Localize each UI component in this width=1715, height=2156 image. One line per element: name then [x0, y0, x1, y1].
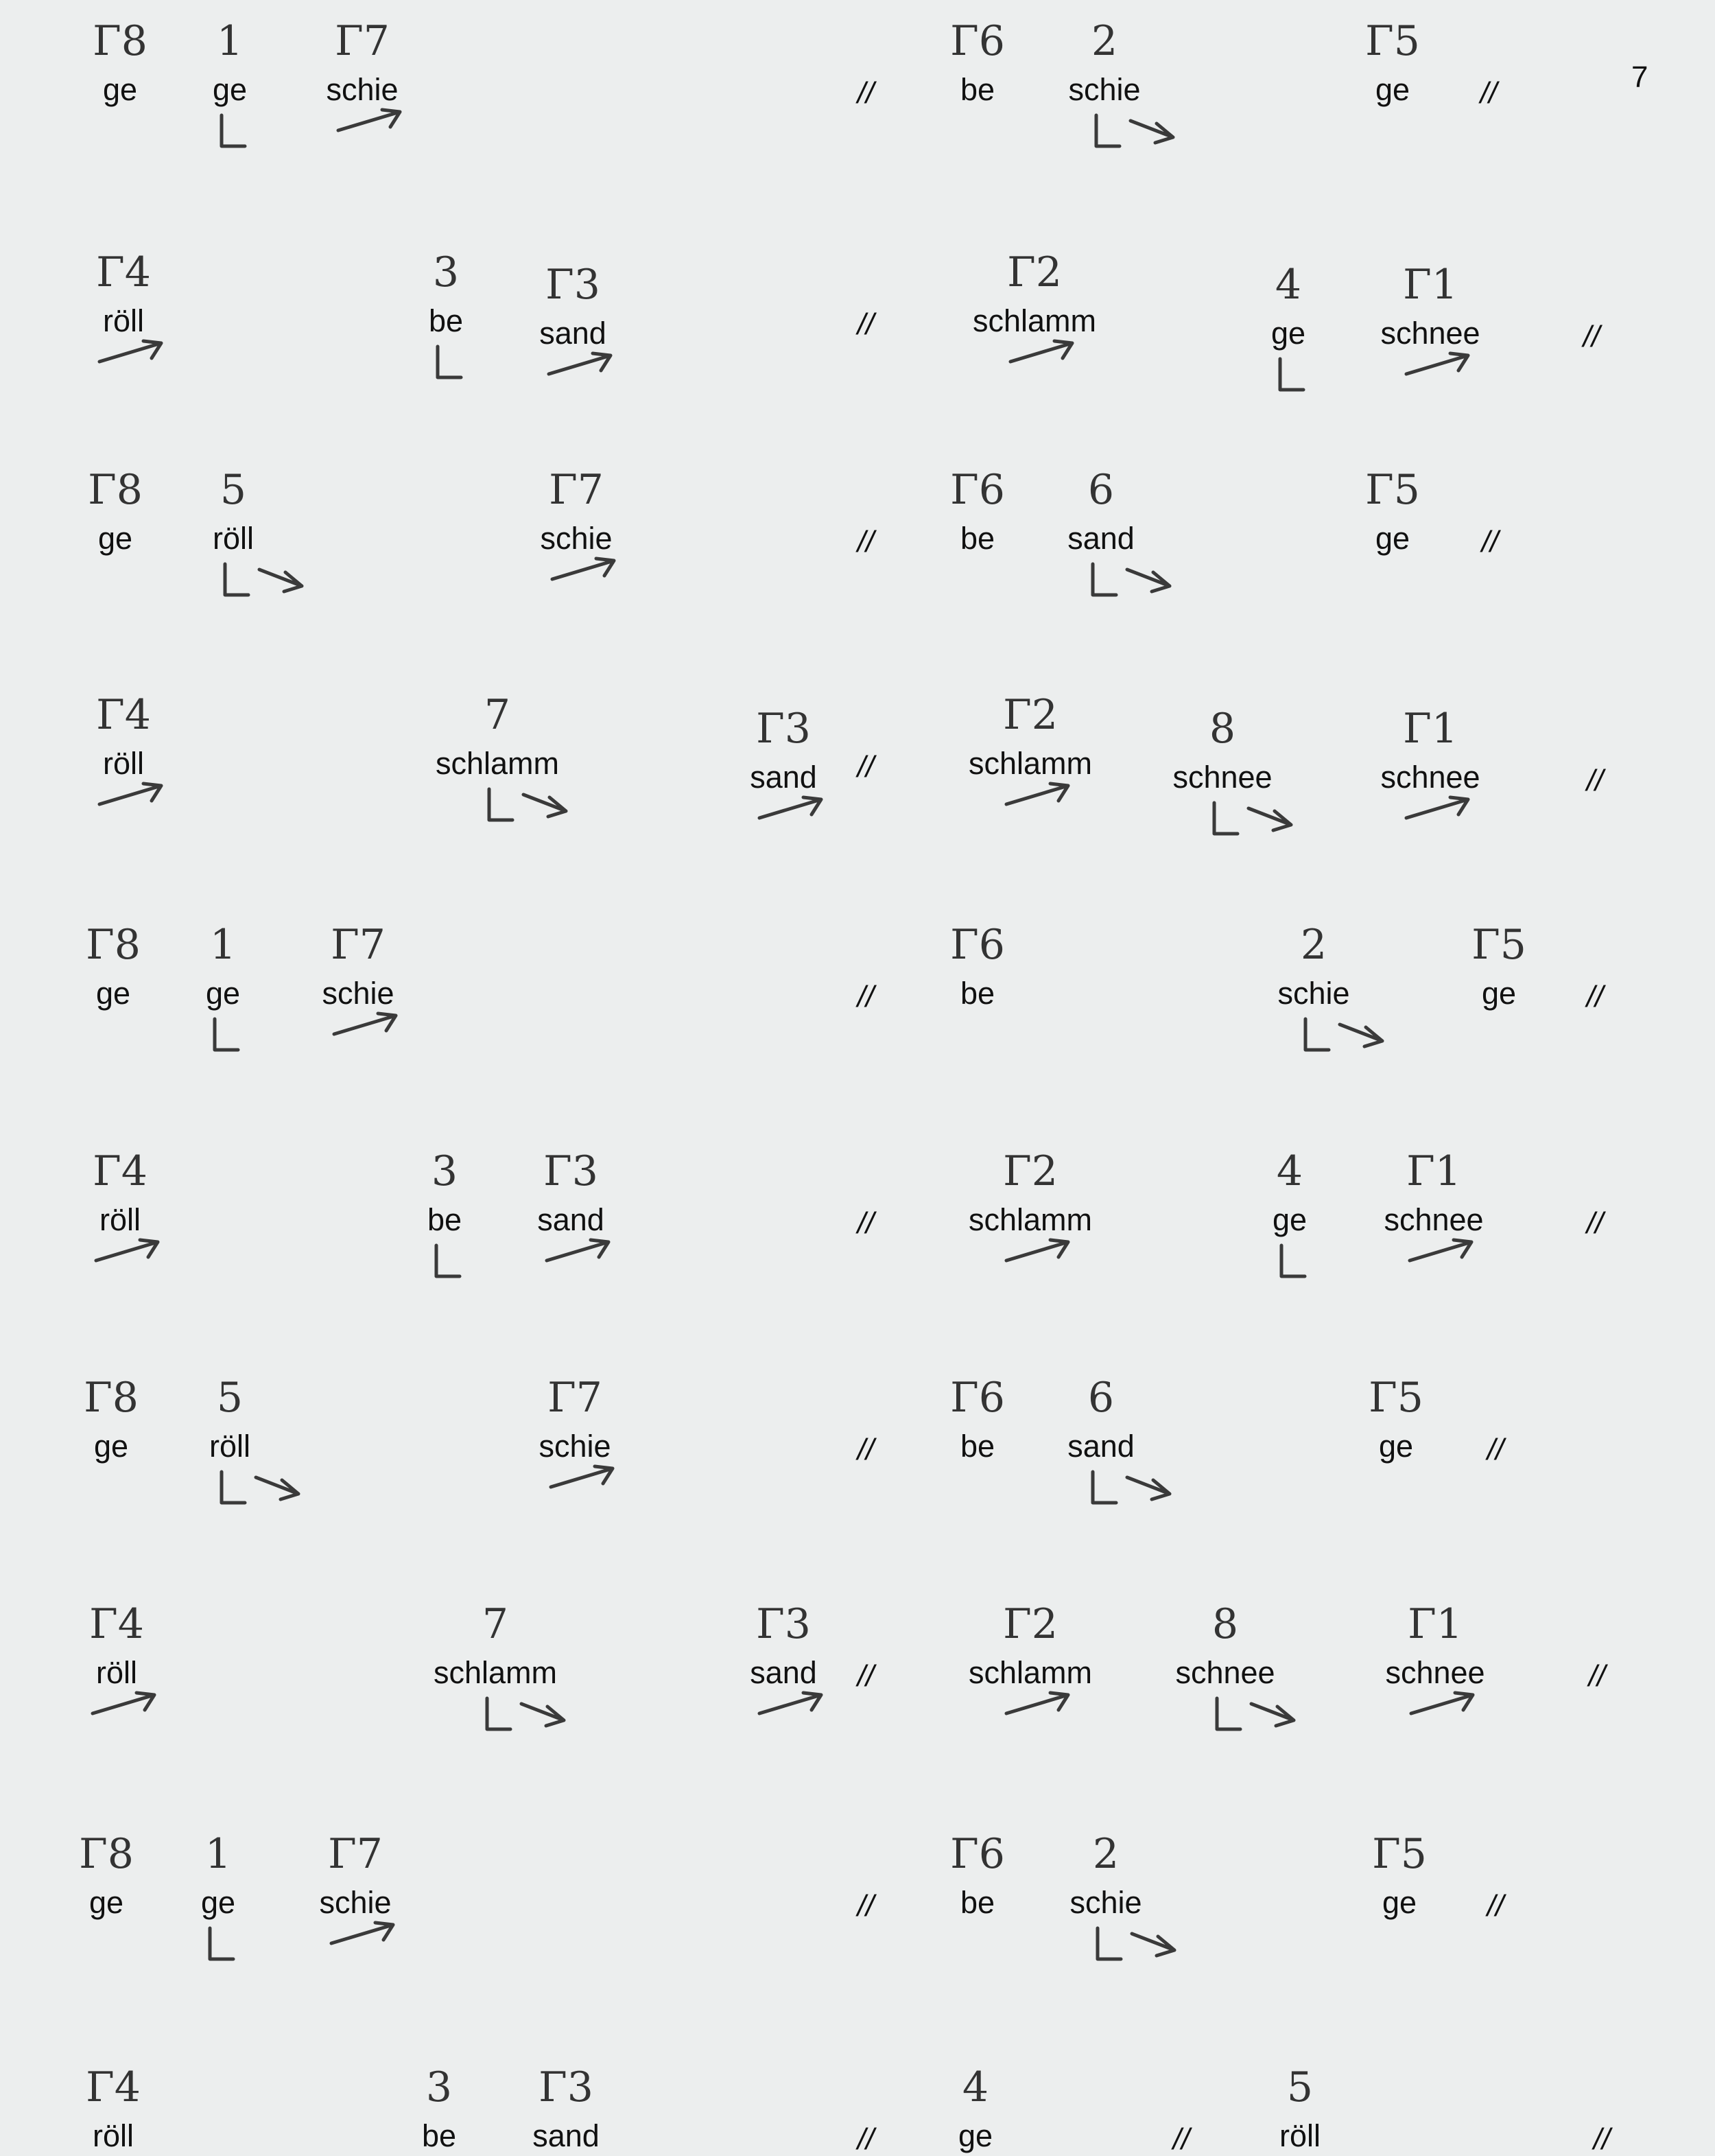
row-separator: // — [857, 1206, 875, 1240]
row-separator: // — [1593, 2122, 1611, 2156]
position-mark: 4 — [1275, 261, 1302, 309]
syllable: ge — [1378, 1429, 1414, 1464]
head-mark: Γ6 — [950, 1830, 1005, 1878]
row-separator: // — [1586, 980, 1604, 1013]
syllable: be — [960, 521, 995, 556]
row-separator: // — [1487, 1433, 1504, 1466]
head-mark: Γ5 — [1372, 1830, 1427, 1878]
row-separator: // — [1172, 2122, 1190, 2156]
head-mark: Γ6 — [950, 1374, 1005, 1422]
row-separator: // — [857, 76, 875, 110]
head-mark: Γ5 — [1365, 17, 1420, 65]
syllable: sand — [1067, 1429, 1135, 1464]
syllable: schlamm — [435, 746, 560, 781]
syllable: schie — [1277, 976, 1350, 1011]
syllable: schie — [1069, 1885, 1142, 1920]
syllable: röll — [102, 746, 145, 781]
row-separator: // — [857, 2122, 875, 2156]
syllable: schnee — [1380, 316, 1480, 351]
position-mark: 1 — [216, 17, 244, 65]
syllable: schnee — [1384, 1202, 1484, 1237]
head-mark: Γ1 — [1406, 1147, 1461, 1195]
syllable: schlamm — [968, 1655, 1093, 1690]
position-mark: 1 — [209, 921, 237, 969]
position-mark: 5 — [216, 1374, 244, 1422]
head-mark: Γ4 — [86, 2063, 141, 2111]
syllable: sand — [539, 316, 606, 351]
syllable: schnee — [1172, 760, 1273, 795]
head-mark: Γ7 — [549, 466, 604, 514]
syllable: ge — [200, 1885, 236, 1920]
row-separator: // — [1481, 525, 1499, 559]
syllable: be — [960, 1885, 995, 1920]
position-mark: 1 — [204, 1830, 232, 1878]
syllable: ge — [1375, 72, 1410, 107]
syllable: sand — [750, 760, 817, 795]
row-separator: // — [857, 980, 875, 1013]
syllable: schie — [539, 1429, 611, 1464]
syllable: sand — [537, 1202, 604, 1237]
syllable: röll — [92, 2118, 134, 2153]
syllable: schie — [1068, 72, 1141, 107]
syllable: schnee — [1385, 1655, 1485, 1690]
head-mark: Γ4 — [89, 1600, 144, 1648]
position-mark: 2 — [1092, 1830, 1120, 1878]
head-mark: Γ3 — [543, 1147, 598, 1195]
head-mark: Γ4 — [96, 248, 151, 296]
position-mark: 2 — [1300, 921, 1327, 969]
head-mark: Γ6 — [950, 17, 1005, 65]
position-mark: 4 — [1276, 1147, 1303, 1195]
syllable: röll — [102, 303, 145, 338]
head-mark: Γ5 — [1369, 1374, 1423, 1422]
row-separator: // — [1586, 1206, 1604, 1240]
syllable: schie — [319, 1885, 392, 1920]
head-mark: Γ2 — [1003, 1600, 1058, 1648]
head-mark: Γ3 — [545, 261, 600, 309]
head-mark: Γ8 — [88, 466, 143, 514]
head-mark: Γ4 — [96, 691, 151, 739]
syllable: ge — [88, 1885, 124, 1920]
row-separator: // — [1583, 320, 1600, 353]
syllable: sand — [532, 2118, 600, 2153]
position-mark: 2 — [1091, 17, 1118, 65]
syllable: ge — [1272, 1202, 1308, 1237]
syllable: be — [960, 976, 995, 1011]
syllable: ge — [205, 976, 241, 1011]
row-separator: // — [857, 750, 875, 784]
syllable: röll — [95, 1655, 138, 1690]
syllable: schlamm — [968, 746, 1093, 781]
head-mark: Γ3 — [756, 1600, 811, 1648]
head-mark: Γ6 — [950, 466, 1005, 514]
position-mark: 5 — [1286, 2063, 1314, 2111]
syllable: schlamm — [972, 303, 1097, 338]
head-mark: Γ1 — [1403, 705, 1458, 753]
syllable: röll — [1279, 2118, 1321, 2153]
head-mark: Γ2 — [1003, 691, 1058, 739]
syllable: röll — [99, 1202, 141, 1237]
position-mark: 6 — [1087, 466, 1115, 514]
head-mark: Γ6 — [950, 921, 1005, 969]
syllable: ge — [97, 521, 133, 556]
syllable: ge — [95, 976, 131, 1011]
syllable: sand — [750, 1655, 817, 1690]
position-mark: 4 — [962, 2063, 989, 2111]
head-mark: Γ7 — [335, 17, 390, 65]
head-mark: Γ5 — [1365, 466, 1420, 514]
position-mark: 6 — [1087, 1374, 1115, 1422]
head-mark: Γ8 — [93, 17, 147, 65]
syllable: ge — [1270, 316, 1306, 351]
position-mark: 7 — [484, 691, 511, 739]
syllable: be — [427, 1202, 462, 1237]
syllable: ge — [1382, 1885, 1417, 1920]
syllable: schie — [326, 72, 399, 107]
syllable: ge — [102, 72, 138, 107]
syllable: schie — [322, 976, 394, 1011]
head-mark: Γ7 — [547, 1374, 602, 1422]
head-mark: Γ1 — [1408, 1600, 1463, 1648]
head-mark: Γ3 — [539, 2063, 593, 2111]
syllable: schnee — [1380, 760, 1480, 795]
head-mark: Γ8 — [79, 1830, 134, 1878]
head-mark: Γ3 — [756, 705, 811, 753]
syllable: ge — [93, 1429, 129, 1464]
syllable: schie — [540, 521, 613, 556]
syllable: röll — [212, 521, 255, 556]
head-mark: Γ8 — [84, 1374, 139, 1422]
row-separator: // — [1586, 764, 1604, 797]
syllable: be — [428, 303, 464, 338]
row-separator: // — [1480, 76, 1498, 110]
position-mark: 7 — [482, 1600, 509, 1648]
row-separator: // — [857, 525, 875, 559]
syllable: schlamm — [968, 1202, 1093, 1237]
syllable: ge — [212, 72, 248, 107]
position-mark: 3 — [425, 2063, 453, 2111]
position-mark: 3 — [431, 1147, 458, 1195]
position-mark: 8 — [1211, 1600, 1239, 1648]
head-mark: Γ2 — [1003, 1147, 1058, 1195]
head-mark: Γ7 — [328, 1830, 383, 1878]
head-mark: Γ5 — [1471, 921, 1526, 969]
syllable: schlamm — [433, 1655, 558, 1690]
hooks-and-flick-arrows — [93, 110, 1473, 2144]
syllable: be — [960, 1429, 995, 1464]
row-separator: // — [857, 1433, 875, 1466]
syllable: be — [960, 72, 995, 107]
row-separator: // — [857, 307, 875, 341]
position-mark: 3 — [432, 248, 460, 296]
syllable: ge — [958, 2118, 993, 2153]
position-mark: 8 — [1209, 705, 1236, 753]
syllable: sand — [1067, 521, 1135, 556]
syllable: ge — [1375, 521, 1410, 556]
row-separator: // — [1588, 1659, 1606, 1693]
head-mark: Γ7 — [331, 921, 386, 969]
syllable: ge — [1481, 976, 1517, 1011]
head-mark: Γ1 — [1403, 261, 1458, 309]
syllable: röll — [209, 1429, 251, 1464]
head-mark: Γ8 — [86, 921, 141, 969]
position-mark: 5 — [220, 466, 247, 514]
head-mark: Γ4 — [93, 1147, 147, 1195]
syllable: schnee — [1175, 1655, 1275, 1690]
head-mark: Γ2 — [1007, 248, 1062, 296]
syllable: be — [421, 2118, 457, 2153]
page-number: 7 — [1631, 60, 1648, 94]
row-separator: // — [857, 1889, 875, 1923]
row-separator: // — [1487, 1889, 1504, 1923]
row-separator: // — [857, 1659, 875, 1693]
